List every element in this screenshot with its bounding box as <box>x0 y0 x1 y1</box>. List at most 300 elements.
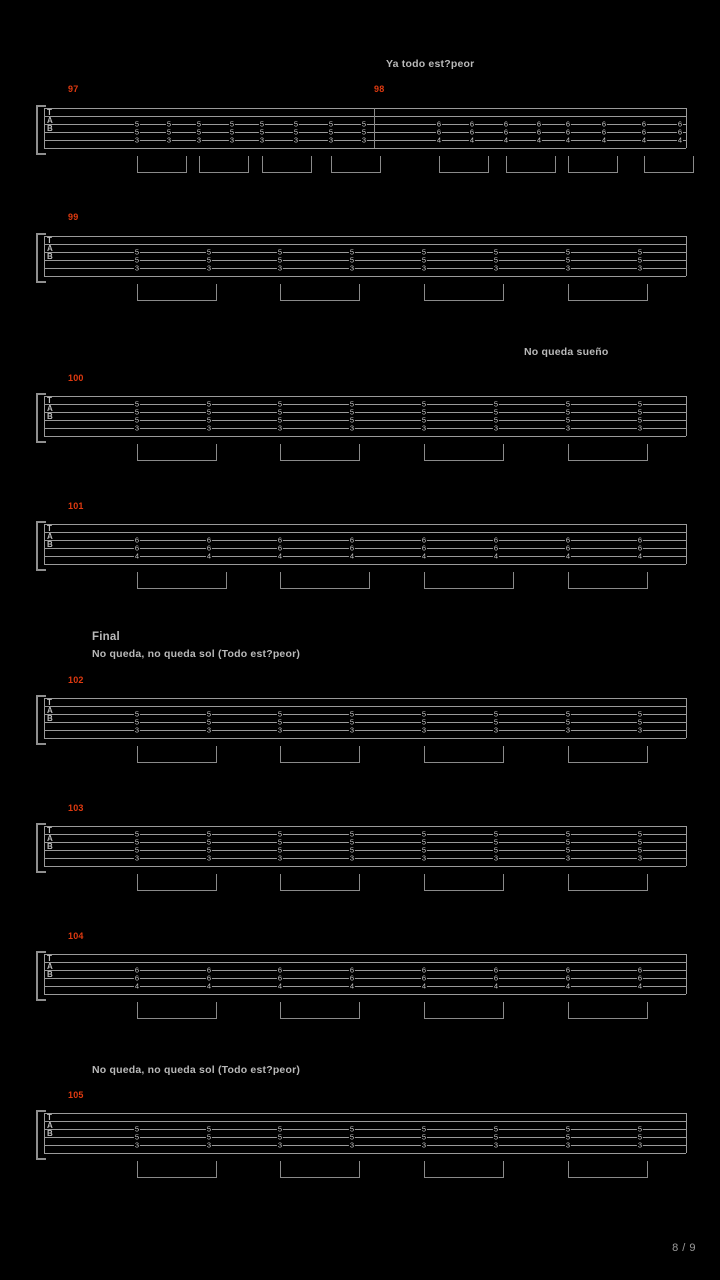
fret-number: 5 <box>493 845 499 855</box>
rhythm-beam <box>137 746 217 763</box>
tab-clef-letter: B <box>47 714 53 723</box>
staff-start-bar <box>44 826 45 866</box>
fret-number: 3 <box>493 1140 499 1150</box>
staff-line <box>44 730 686 731</box>
fret-number: 4 <box>565 135 571 145</box>
fret-number: 3 <box>166 135 172 145</box>
fret-number: 5 <box>134 845 140 855</box>
rhythm-beam <box>424 284 504 301</box>
fret-number: 3 <box>277 853 283 863</box>
fret-number: 4 <box>565 551 571 561</box>
fret-number: 5 <box>349 845 355 855</box>
staff-line <box>44 108 686 109</box>
fret-number: 5 <box>277 255 283 265</box>
system-101 <box>0 524 720 610</box>
fret-number: 6 <box>677 119 683 129</box>
rhythm-beam <box>424 746 504 763</box>
measure-number: 98 <box>374 84 385 94</box>
fret-number: 3 <box>134 135 140 145</box>
fret-number: 5 <box>277 1132 283 1142</box>
fret-number: 5 <box>206 1124 212 1134</box>
rhythm-beam <box>137 444 217 461</box>
fret-number: 5 <box>637 1132 643 1142</box>
fret-number: 5 <box>277 709 283 719</box>
fret-number: 6 <box>637 535 643 545</box>
fret-number: 3 <box>637 853 643 863</box>
measure-number: 97 <box>68 84 79 94</box>
staff-line <box>44 738 686 739</box>
rhythm-beam <box>568 572 648 589</box>
fret-number: 5 <box>637 415 643 425</box>
fret-number: 5 <box>349 837 355 847</box>
staff-end-bar <box>686 1113 687 1153</box>
fret-number: 5 <box>565 1132 571 1142</box>
staff-line <box>44 986 686 987</box>
fret-number: 5 <box>277 845 283 855</box>
rhythm-beam <box>262 156 312 173</box>
staff-line <box>44 548 686 549</box>
staff-end-bar <box>686 698 687 738</box>
fret-number: 3 <box>493 725 499 735</box>
staff-line <box>44 244 686 245</box>
fret-number: 6 <box>536 119 542 129</box>
fret-number: 6 <box>134 535 140 545</box>
measure-number: 103 <box>68 803 84 813</box>
staff-line <box>44 866 686 867</box>
tab-clef-letter: B <box>47 842 53 851</box>
fret-number: 5 <box>565 837 571 847</box>
fret-number: 6 <box>493 543 499 553</box>
staff-line <box>44 698 686 699</box>
staff-line <box>44 396 686 397</box>
fret-number: 6 <box>641 119 647 129</box>
tab-clef-letter: A <box>47 404 53 413</box>
fret-number: 4 <box>641 135 647 145</box>
tab-clef-letter: T <box>47 108 52 117</box>
fret-number: 6 <box>277 535 283 545</box>
staff-line <box>44 962 686 963</box>
fret-number: 5 <box>637 829 643 839</box>
fret-number: 5 <box>421 415 427 425</box>
fret-number: 5 <box>637 1124 643 1134</box>
fret-number: 4 <box>565 981 571 991</box>
fret-number: 3 <box>349 725 355 735</box>
fret-number: 3 <box>229 135 235 145</box>
staff-start-bar <box>44 236 45 276</box>
fret-number: 5 <box>328 119 334 129</box>
tab-clef-letter: T <box>47 1113 52 1122</box>
fret-number: 4 <box>421 981 427 991</box>
fret-number: 5 <box>493 399 499 409</box>
tab-clef-letter: B <box>47 540 53 549</box>
fret-number: 5 <box>134 837 140 847</box>
rhythm-beam <box>568 444 648 461</box>
fret-number: 3 <box>328 135 334 145</box>
fret-number: 5 <box>277 415 283 425</box>
fret-number: 6 <box>601 119 607 129</box>
fret-number: 5 <box>349 829 355 839</box>
rhythm-beam <box>280 1161 360 1178</box>
fret-number: 6 <box>641 127 647 137</box>
fret-number: 6 <box>277 973 283 983</box>
fret-number: 5 <box>134 1132 140 1142</box>
fret-number: 5 <box>206 717 212 727</box>
fret-number: 5 <box>349 247 355 257</box>
measure-number: 104 <box>68 931 84 941</box>
fret-number: 3 <box>637 263 643 273</box>
fret-number: 3 <box>493 853 499 863</box>
staff-line <box>44 714 686 715</box>
fret-number: 5 <box>637 709 643 719</box>
fret-number: 4 <box>436 135 442 145</box>
fret-number: 3 <box>349 423 355 433</box>
fret-number: 5 <box>349 717 355 727</box>
fret-number: 5 <box>166 127 172 137</box>
lyric-line: Ya todo est?peor <box>386 58 475 70</box>
fret-number: 5 <box>349 415 355 425</box>
fret-number: 5 <box>565 407 571 417</box>
fret-number: 5 <box>421 247 427 257</box>
rhythm-beam <box>424 874 504 891</box>
staff-line <box>44 276 686 277</box>
fret-number: 5 <box>166 119 172 129</box>
fret-number: 5 <box>206 709 212 719</box>
fret-number: 4 <box>493 551 499 561</box>
fret-number: 5 <box>349 255 355 265</box>
tab-clef-letter: A <box>47 532 53 541</box>
system-104 <box>0 954 720 1040</box>
tab-clef-letter: B <box>47 412 53 421</box>
fret-number: 6 <box>349 973 355 983</box>
fret-number: 5 <box>349 1132 355 1142</box>
staff-line <box>44 564 686 565</box>
fret-number: 5 <box>421 255 427 265</box>
fret-number: 5 <box>421 717 427 727</box>
staff-line <box>44 540 686 541</box>
fret-number: 3 <box>293 135 299 145</box>
fret-number: 5 <box>277 399 283 409</box>
fret-number: 5 <box>361 119 367 129</box>
fret-number: 5 <box>206 407 212 417</box>
fret-number: 5 <box>565 255 571 265</box>
fret-number: 5 <box>196 127 202 137</box>
staff-line <box>44 834 686 835</box>
fret-number: 3 <box>206 263 212 273</box>
fret-number: 3 <box>206 725 212 735</box>
section-title: Final <box>92 631 120 643</box>
fret-number: 5 <box>565 845 571 855</box>
rhythm-beam <box>137 156 187 173</box>
rhythm-beam <box>331 156 381 173</box>
fret-number: 5 <box>349 1124 355 1134</box>
fret-number: 4 <box>277 981 283 991</box>
fret-number: 4 <box>601 135 607 145</box>
lyric-line: No queda sueño <box>524 346 609 358</box>
staff-start-bar <box>44 396 45 436</box>
fret-number: 3 <box>134 725 140 735</box>
rhythm-beam <box>424 444 504 461</box>
fret-number: 5 <box>421 1132 427 1142</box>
rhythm-beam <box>424 572 514 589</box>
rhythm-beam <box>568 284 648 301</box>
fret-number: 3 <box>277 725 283 735</box>
system-100 <box>0 396 720 482</box>
fret-number: 5 <box>349 407 355 417</box>
staff-line <box>44 1129 686 1130</box>
fret-number: 4 <box>421 551 427 561</box>
system-102 <box>0 698 720 784</box>
staff-line <box>44 722 686 723</box>
fret-number: 5 <box>493 407 499 417</box>
fret-number: 5 <box>565 247 571 257</box>
fret-number: 4 <box>503 135 509 145</box>
fret-number: 6 <box>421 543 427 553</box>
fret-number: 3 <box>565 263 571 273</box>
fret-number: 3 <box>493 423 499 433</box>
fret-number: 3 <box>206 853 212 863</box>
fret-number: 5 <box>206 829 212 839</box>
fret-number: 5 <box>134 407 140 417</box>
fret-number: 5 <box>134 829 140 839</box>
fret-number: 3 <box>196 135 202 145</box>
staff-line <box>44 954 686 955</box>
rhythm-beam <box>506 156 556 173</box>
fret-number: 5 <box>293 119 299 129</box>
rhythm-beam <box>439 156 489 173</box>
fret-number: 6 <box>277 543 283 553</box>
fret-number: 5 <box>637 407 643 417</box>
fret-number: 4 <box>469 135 475 145</box>
fret-number: 4 <box>637 551 643 561</box>
staff-end-bar <box>686 396 687 436</box>
tab-clef-letter: B <box>47 970 53 979</box>
staff-line <box>44 404 686 405</box>
fret-number: 6 <box>493 965 499 975</box>
fret-number: 5 <box>277 247 283 257</box>
staff-line <box>44 850 686 851</box>
measure-number: 105 <box>68 1090 84 1100</box>
fret-number: 4 <box>349 551 355 561</box>
fret-number: 5 <box>421 709 427 719</box>
staff-end-bar <box>686 954 687 994</box>
rhythm-beam <box>137 572 227 589</box>
staff-line <box>44 116 686 117</box>
rhythm-beam <box>424 1002 504 1019</box>
fret-number: 3 <box>259 135 265 145</box>
fret-number: 6 <box>436 127 442 137</box>
fret-number: 6 <box>565 535 571 545</box>
rhythm-beam <box>137 874 217 891</box>
fret-number: 3 <box>349 853 355 863</box>
staff-line <box>44 1145 686 1146</box>
fret-number: 5 <box>206 415 212 425</box>
tab-clef-letter: A <box>47 244 53 253</box>
rhythm-beam <box>424 1161 504 1178</box>
fret-number: 5 <box>206 837 212 847</box>
rhythm-beam <box>568 1002 648 1019</box>
fret-number: 6 <box>206 965 212 975</box>
fret-number: 4 <box>277 551 283 561</box>
fret-number: 4 <box>206 981 212 991</box>
fret-number: 3 <box>349 263 355 273</box>
fret-number: 5 <box>493 709 499 719</box>
fret-number: 5 <box>421 837 427 847</box>
fret-number: 5 <box>134 247 140 257</box>
fret-number: 3 <box>421 725 427 735</box>
fret-number: 5 <box>493 255 499 265</box>
fret-number: 6 <box>134 543 140 553</box>
fret-number: 5 <box>229 119 235 129</box>
fret-number: 6 <box>469 127 475 137</box>
fret-number: 5 <box>277 407 283 417</box>
fret-number: 5 <box>349 399 355 409</box>
fret-number: 5 <box>134 127 140 137</box>
fret-number: 5 <box>637 255 643 265</box>
fret-number: 5 <box>493 415 499 425</box>
staff-line <box>44 842 686 843</box>
fret-number: 6 <box>421 973 427 983</box>
tab-clef-letter: A <box>47 706 53 715</box>
tab-clef-letter: A <box>47 1121 53 1130</box>
fret-number: 3 <box>421 853 427 863</box>
fret-number: 5 <box>277 837 283 847</box>
page-number: 8 / 9 <box>672 1242 696 1254</box>
system-99 <box>0 236 720 322</box>
fret-number: 6 <box>349 965 355 975</box>
rhythm-beam <box>280 1002 360 1019</box>
staff-line <box>44 268 686 269</box>
fret-number: 5 <box>565 709 571 719</box>
lyric-line: No queda, no queda sol (Todo est?peor) <box>92 648 301 660</box>
measure-barline <box>374 108 375 148</box>
fret-number: 6 <box>493 973 499 983</box>
staff-end-bar <box>686 524 687 564</box>
fret-number: 5 <box>206 399 212 409</box>
staff-line <box>44 1113 686 1114</box>
staff-line <box>44 858 686 859</box>
fret-number: 5 <box>293 127 299 137</box>
fret-number: 5 <box>134 1124 140 1134</box>
fret-number: 4 <box>637 981 643 991</box>
fret-number: 5 <box>229 127 235 137</box>
fret-number: 5 <box>637 837 643 847</box>
fret-number: 6 <box>493 535 499 545</box>
fret-number: 4 <box>134 981 140 991</box>
fret-number: 6 <box>565 543 571 553</box>
fret-number: 3 <box>361 135 367 145</box>
tab-clef-letter: T <box>47 954 52 963</box>
fret-number: 5 <box>134 709 140 719</box>
tab-clef-letter: T <box>47 236 52 245</box>
fret-number: 5 <box>565 1124 571 1134</box>
staff-line <box>44 978 686 979</box>
fret-number: 6 <box>134 965 140 975</box>
staff-line <box>44 236 686 237</box>
fret-number: 5 <box>134 399 140 409</box>
fret-number: 6 <box>206 973 212 983</box>
fret-number: 6 <box>601 127 607 137</box>
staff-line <box>44 1137 686 1138</box>
fret-number: 6 <box>469 119 475 129</box>
fret-number: 6 <box>536 127 542 137</box>
fret-number: 5 <box>206 1132 212 1142</box>
staff-line <box>44 260 686 261</box>
fret-number: 3 <box>565 853 571 863</box>
measure-number: 101 <box>68 501 84 511</box>
tab-clef-letter: A <box>47 962 53 971</box>
staff-line <box>44 524 686 525</box>
staff-line <box>44 252 686 253</box>
rhythm-beam <box>280 746 360 763</box>
fret-number: 3 <box>277 1140 283 1150</box>
fret-number: 3 <box>565 1140 571 1150</box>
fret-number: 5 <box>259 119 265 129</box>
fret-number: 5 <box>361 127 367 137</box>
fret-number: 3 <box>421 263 427 273</box>
system-103 <box>0 826 720 912</box>
fret-number: 5 <box>259 127 265 137</box>
staff-line <box>44 994 686 995</box>
staff-line <box>44 532 686 533</box>
fret-number: 6 <box>637 965 643 975</box>
fret-number: 5 <box>565 399 571 409</box>
staff-start-bar <box>44 954 45 994</box>
fret-number: 3 <box>637 725 643 735</box>
fret-number: 5 <box>277 1124 283 1134</box>
rhythm-beam <box>568 874 648 891</box>
rhythm-beam <box>280 444 360 461</box>
fret-number: 4 <box>536 135 542 145</box>
system-105 <box>0 1113 720 1199</box>
fret-number: 3 <box>134 1140 140 1150</box>
staff-end-bar <box>686 108 687 148</box>
fret-number: 5 <box>134 119 140 129</box>
fret-number: 6 <box>349 535 355 545</box>
tab-clef-letter: T <box>47 698 52 707</box>
rhythm-beam <box>568 156 618 173</box>
lyric-line: No queda, no queda sol (Todo est?peor) <box>92 1064 301 1076</box>
fret-number: 5 <box>565 829 571 839</box>
fret-number: 6 <box>277 965 283 975</box>
fret-number: 6 <box>349 543 355 553</box>
fret-number: 4 <box>349 981 355 991</box>
staff-line <box>44 420 686 421</box>
staff-line <box>44 148 686 149</box>
staff-line <box>44 970 686 971</box>
staff-start-bar <box>44 524 45 564</box>
staff-line <box>44 556 686 557</box>
fret-number: 5 <box>493 837 499 847</box>
fret-number: 3 <box>277 263 283 273</box>
fret-number: 3 <box>493 263 499 273</box>
tab-clef-letter: A <box>47 116 53 125</box>
fret-number: 6 <box>565 973 571 983</box>
fret-number: 3 <box>421 1140 427 1150</box>
fret-number: 5 <box>421 829 427 839</box>
fret-number: 3 <box>349 1140 355 1150</box>
measure-number: 99 <box>68 212 79 222</box>
fret-number: 5 <box>134 255 140 265</box>
staff-start-bar <box>44 1113 45 1153</box>
fret-number: 5 <box>493 247 499 257</box>
fret-number: 3 <box>206 1140 212 1150</box>
fret-number: 3 <box>277 423 283 433</box>
fret-number: 3 <box>134 423 140 433</box>
fret-number: 5 <box>134 415 140 425</box>
staff-start-bar <box>44 108 45 148</box>
rhythm-beam <box>137 284 217 301</box>
staff-line <box>44 706 686 707</box>
